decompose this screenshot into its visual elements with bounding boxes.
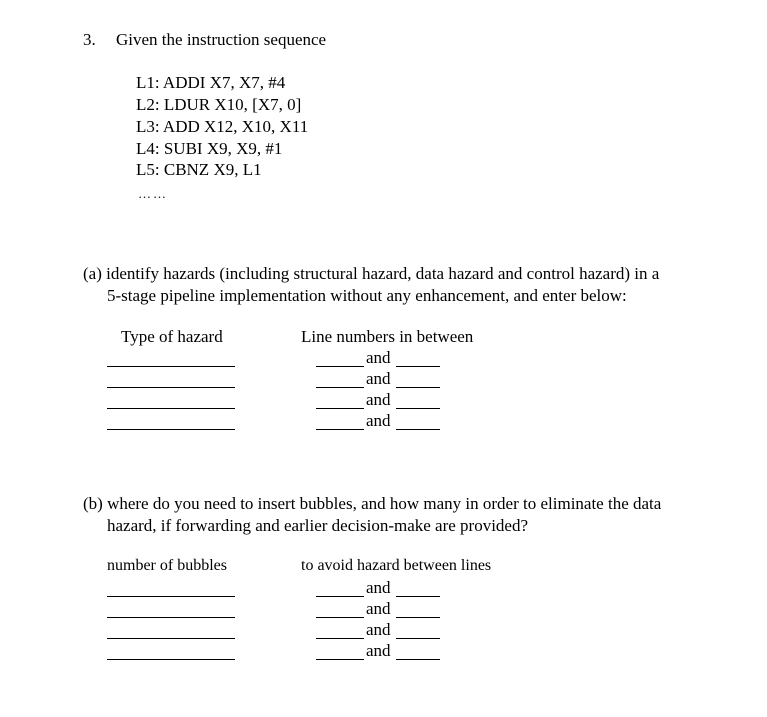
- part-a-prompt-line1: (a) identify hazards (including structural hazard, data hazard and control hazard) in a: [83, 264, 660, 283]
- line-to-blank[interactable]: [396, 659, 440, 660]
- bubbles-count-blank[interactable]: [107, 638, 235, 639]
- part-a-col-line-numbers-header: Line numbers in between: [301, 327, 474, 346]
- hazard-type-blank[interactable]: [107, 366, 235, 367]
- code-line: L5: CBNZ X9, L1: [136, 160, 262, 179]
- line-to-blank[interactable]: [396, 617, 440, 618]
- and-connector: and: [366, 411, 391, 430]
- line-from-blank[interactable]: [316, 387, 364, 388]
- line-from-blank[interactable]: [316, 617, 364, 618]
- line-to-blank[interactable]: [396, 596, 440, 597]
- part-b-prompt-line2: hazard, if forwarding and earlier decision-make are provided?: [107, 516, 529, 535]
- line-to-blank[interactable]: [396, 429, 440, 430]
- hazard-type-blank[interactable]: [107, 387, 235, 388]
- and-connector: and: [366, 390, 391, 409]
- part-b-col-bubbles-header: number of bubbles: [107, 557, 227, 574]
- question-title: Given the instruction sequence: [116, 30, 327, 49]
- line-from-blank[interactable]: [316, 659, 364, 660]
- line-from-blank[interactable]: [316, 408, 364, 409]
- code-line: L2: LDUR X10, [X7, 0]: [136, 95, 302, 114]
- part-b-col-lines-header: to avoid hazard between lines: [301, 557, 492, 574]
- and-connector: and: [366, 641, 391, 660]
- hazard-type-blank[interactable]: [107, 429, 235, 430]
- hazard-type-blank[interactable]: [107, 408, 235, 409]
- bubbles-count-blank[interactable]: [107, 596, 235, 597]
- bubbles-count-blank[interactable]: [107, 617, 235, 618]
- question-number: 3.: [83, 30, 96, 49]
- line-to-blank[interactable]: [396, 366, 440, 367]
- code-line: L4: SUBI X9, X9, #1: [136, 139, 283, 158]
- line-to-blank[interactable]: [396, 638, 440, 639]
- code-line: L3: ADD X12, X10, X11: [136, 117, 309, 136]
- line-to-blank[interactable]: [396, 387, 440, 388]
- and-connector: and: [366, 578, 391, 597]
- line-from-blank[interactable]: [316, 429, 364, 430]
- line-from-blank[interactable]: [316, 638, 364, 639]
- and-connector: and: [366, 348, 391, 367]
- code-ellipsis: ……: [138, 186, 168, 201]
- and-connector: and: [366, 369, 391, 388]
- line-to-blank[interactable]: [396, 408, 440, 409]
- line-from-blank[interactable]: [316, 596, 364, 597]
- part-a-prompt-line2: 5-stage pipeline implementation without any enhancement, and enter below:: [107, 286, 627, 305]
- code-line: L1: ADDI X7, X7, #4: [136, 73, 286, 92]
- and-connector: and: [366, 620, 391, 639]
- line-from-blank[interactable]: [316, 366, 364, 367]
- part-a-col-hazard-type-header: Type of hazard: [121, 327, 223, 346]
- and-connector: and: [366, 599, 391, 618]
- bubbles-count-blank[interactable]: [107, 659, 235, 660]
- part-b-prompt-line1: (b) where do you need to insert bubbles, and how many in order to eliminate the data: [83, 494, 662, 513]
